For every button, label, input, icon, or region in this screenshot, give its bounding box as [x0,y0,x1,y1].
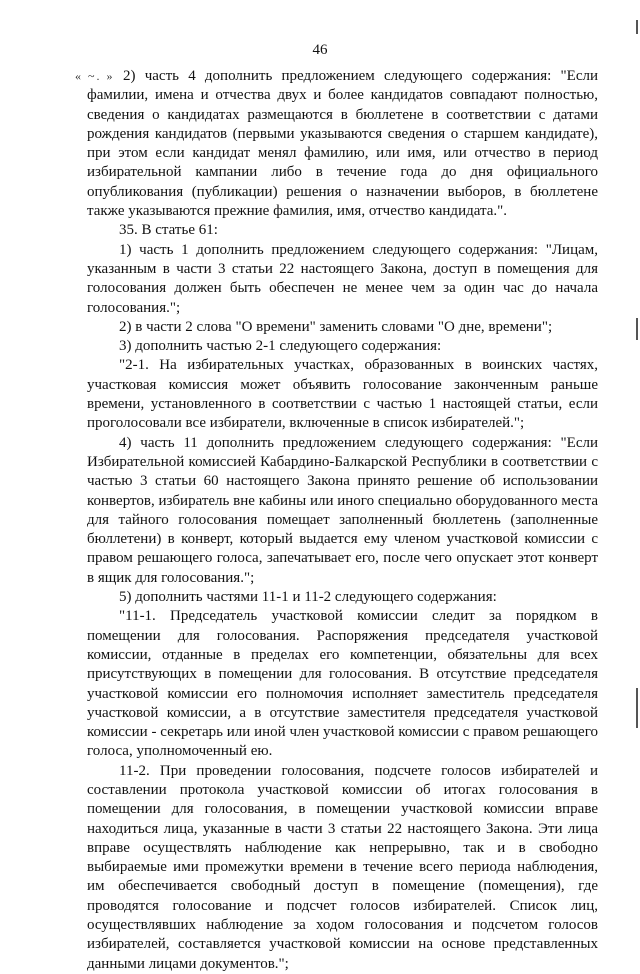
handwritten-mark: « ~. » [75,69,115,83]
paragraph-item-4: 4) часть 11 дополнить предложением следующего содержания: "Если Избирательной комиссией Кабардино-Балкарской Республики в соответствии с частью 3 статьи 60 настоящего Закона принято решение об использовании конвертов, избиратель вне кабины или иного специально оборудованного места для тайного голосования помещает заполненный бюллетень (заполненные бюллетени) в конверт, который выдается ему членом участковой комиссии с правом решающего голоса, запечатывает его, после чего опускает этот конверт в ящик для голосования."; [87,434,598,586]
page-number: 46 [312,42,328,58]
paragraph-article-35: 35. В статье 61: [119,222,218,239]
paragraph-item-2 [75,67,598,221]
document-body [75,67,598,974]
paragraph-part-11-2: 11-2. При проведении голосования, подсчете голосов избирателей и составлении протокола участковой комиссии об итогах голосования в помещении для голосования, в помещении участковой комиссии вправе находиться лица, указанные в части 3 статьи 22 настоящего Закона. Эти лица вправе осуществлять наблюдение как непрерывно, так и в свободно выбираемые ими промежутки времени в течение всего периода наблюдения, им обеспечивается свободный доступ в помещение (помещения), где проводятся голосование и подсчет голосов избирателей. Список лиц, осуществлявших наблюдение за ходом голосования и подсчетом голосов избирателей, составляется участковой комиссии на основе представленных данными лицами документов."; [87,762,598,972]
paragraph-item-1: 1) часть 1 дополнить предложением следующего содержания: "Лицам, указанным в части 3 статьи 22 настоящего Закона, доступ в помещения для голосования должен быть обеспечен не менее чем за один час до начала голосования."; [87,241,598,316]
paragraph-part-2-1: "2-1. На избирательных участках, образованных в воинских частях, участковая комиссия может объявить голосование законченным раньше времени, установленного в соответствии с частью 1 настоящей статьи, если проголосовали все избиратели, включенные в список избирателей."; [87,357,598,432]
scan-edge-mark [636,688,638,728]
paragraph-item-5: 5) дополнить частями 11-1 и 11-2 следующего содержания: [119,589,497,606]
scan-edge-mark [636,318,638,340]
paragraph-item-2b: 2) в части 2 слова "О времени" заменить словами "О дне, времени"; [119,318,553,335]
paragraph-text: 2) часть 4 дополнить предложением следующего содержания: "Если фамилии, имена и отчества двух и более кандидатов совпадают полностью, сведения о кандидатах размещаются в бюллетене в соответствии с датами рождения кандидатов (первыми указываются сведения о старшем кандидате), при этом если кандидат менял фамилию, или имя, или отчество в период избирательной кампании либо в течение года до дня официального опубликования (публикации) решения о назначении выборов, в бюллетене также указываются прежние фамилия, имя, отчество кандидата.". [87,68,598,220]
scan-edge-mark [636,20,638,34]
paragraph-part-11-1: "11-1. Председатель участковой комиссии следит за порядком в помещении для голосования. Распоряжения председателя участковой комиссии, отданные в пределах его компетенции, обязательны для всех присутствующих в помещении для голосования. В отсутствие председателя участковой комиссии его полномочия исполняет заместитель председателя участковой комиссии, а в отсутствие заместителя председателя участковой комиссии - секретарь или иной член участковой комиссии с правом решающего голоса, уполномоченный ею. [87,608,598,760]
paragraph-item-3: 3) дополнить частью 2-1 следующего содержания: [119,338,442,355]
